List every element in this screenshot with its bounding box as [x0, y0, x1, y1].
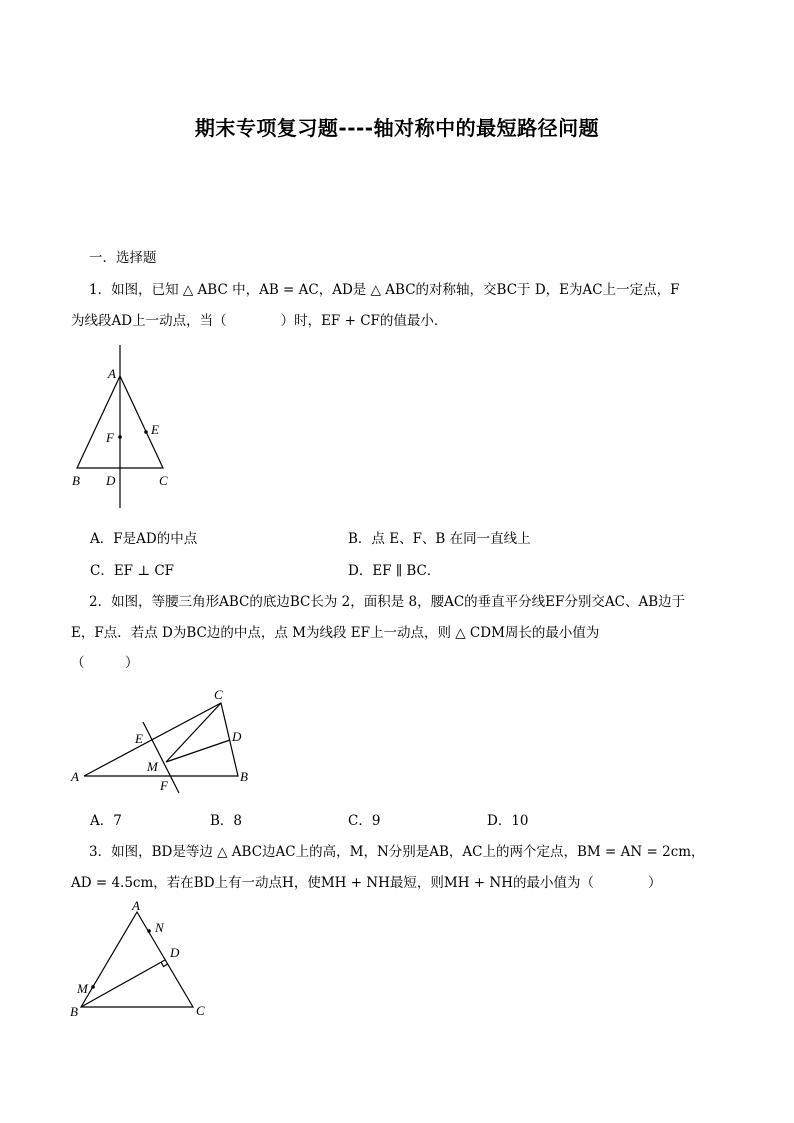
q3-altitude-bd — [81, 960, 165, 1007]
q1-text-line1: 1．如图，已知 △ ABC 中，AB = AC，AD是 △ ABC的对称轴，交BC于 D，E为AC上一定点，F — [89, 282, 680, 298]
q2-label-a: A — [71, 769, 79, 784]
q1-option-a: A．F是AD的中点 — [90, 531, 198, 547]
q2-text-line1: 2．如图，等腰三角形ABC的底边BC长为 2，面积是 8，腰AC的垂直平分线EF分别交AC、AB边于 — [89, 594, 686, 610]
q3-point-m — [91, 985, 95, 989]
q1-label-e: E — [151, 422, 159, 437]
q1-label-d: D — [106, 473, 116, 488]
q2-option-a: A．7 — [90, 813, 122, 829]
q3-label-m: M — [77, 981, 88, 996]
q1-option-c: C．EF ⊥ CF — [90, 563, 175, 579]
q2-label-d: D — [232, 729, 242, 744]
q1-text-line2: 为线段AD上一动点，当（ ）时，EF + CF的值最小． — [71, 313, 448, 329]
q1-label-c: C — [159, 473, 168, 488]
q3-label-n: N — [155, 920, 164, 935]
q2-label-f: F — [160, 778, 168, 793]
q2-label-e: E — [135, 731, 143, 746]
q2-option-c: C．9 — [348, 813, 381, 829]
q1-label-a: A — [108, 366, 116, 381]
q2-text-line3: （ ） — [71, 655, 139, 671]
q3-label-a: A — [132, 898, 140, 913]
q2-label-m: M — [147, 759, 158, 774]
page-title: 期末专项复习题----轴对称中的最短路径问题 — [194, 116, 600, 140]
q3-text-line1: 3．如图，BD是等边 △ ABC边AC上的高，M，N分别是AB，AC上的两个定点，BM = AN = 2cm， — [89, 844, 705, 860]
q3-text-line2: AD = 4.5cm，若在BD上有一动点H，使MH + NH最短，则MH + NH的最小值为（ ） — [71, 875, 662, 891]
q2-label-b: B — [240, 769, 248, 784]
q2-text-line2: E，F点．若点 D为BC边的中点，点 M为线段 EF上一动点，则 △ CDM周长的最小值为 — [71, 625, 600, 641]
q3-label-d: D — [170, 945, 180, 960]
q1-option-d: D．EF ∥ BC． — [348, 563, 441, 579]
q2-label-c: C — [214, 687, 223, 702]
q1-option-b: B．点 E、F、B 在同一直线上 — [348, 531, 531, 547]
section-heading: 一．选择题 — [89, 250, 157, 266]
q3-label-c: C — [196, 1003, 205, 1018]
q1-label-b: B — [72, 473, 80, 488]
q2-option-b: B．8 — [210, 813, 243, 829]
q3-point-n — [147, 929, 151, 933]
q2-option-d: D．10 — [487, 813, 529, 829]
q3-label-b: B — [70, 1004, 78, 1019]
q1-label-f: F — [106, 430, 114, 445]
